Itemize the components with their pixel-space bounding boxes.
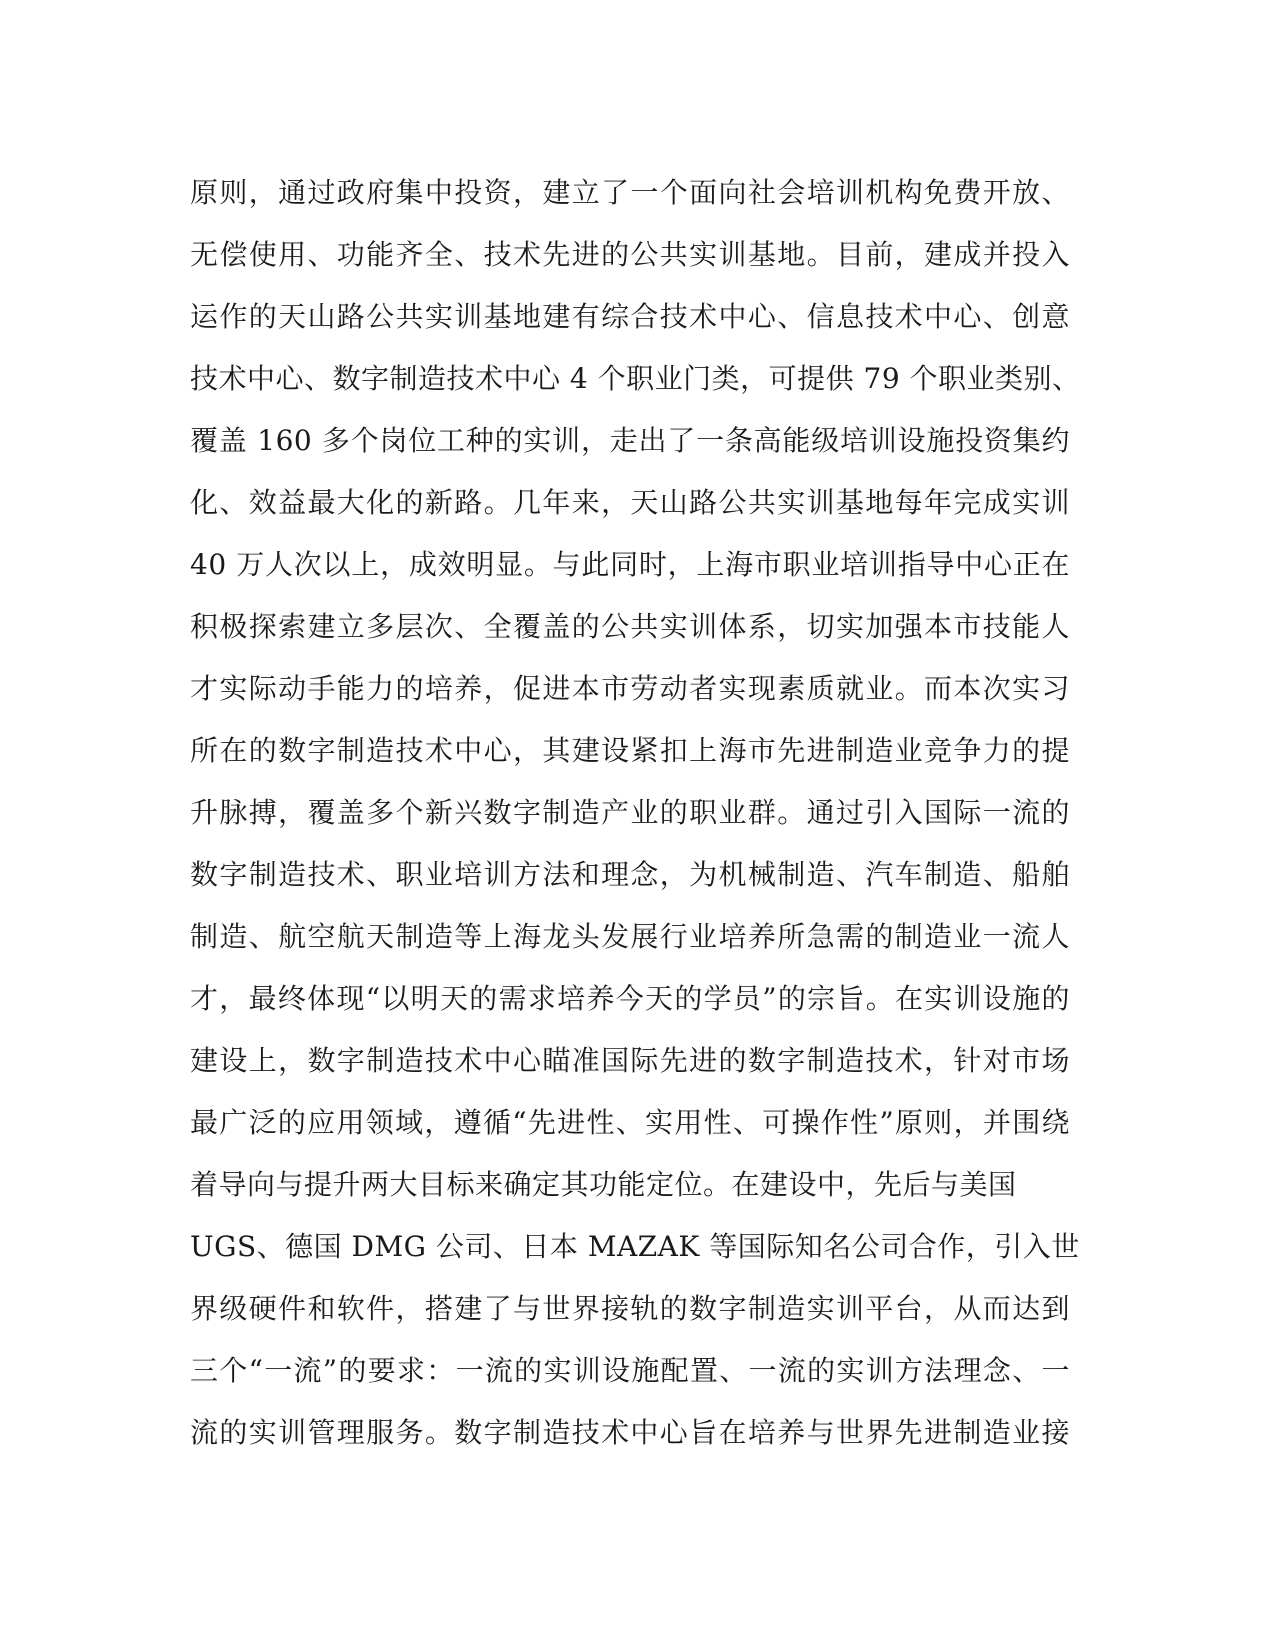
text-line: 才实际动手能力的培养，促进本市劳动者实现素质就业。而本次实习 (190, 672, 1070, 705)
text-line: 原则，通过政府集中投资，建立了一个面向社会培训机构免费开放、 (190, 176, 1070, 209)
text-line: 流的实训管理服务。数字制造技术中心旨在培养与世界先进制造业接 (190, 1416, 1070, 1449)
text-line: 才，最终体现“以明天的需求培养今天的学员”的宗旨。在实训设施的 (190, 982, 1070, 1015)
text-line: 建设上，数字制造技术中心瞄准国际先进的数字制造技术，针对市场 (190, 1044, 1070, 1077)
text-line: 数字制造技术、职业培训方法和理念，为机械制造、汽车制造、船舶 (190, 858, 1070, 891)
text-line: 制造、航空航天制造等上海龙头发展行业培养所急需的制造业一流人 (190, 920, 1070, 953)
text-line: 着导向与提升两大目标来确定其功能定位。在建设中，先后与美国 (190, 1168, 1017, 1201)
text-line: 积极探索建立多层次、全覆盖的公共实训体系，切实加强本市技能人 (190, 610, 1070, 643)
text-line: 最广泛的应用领域，遵循“先进性、实用性、可操作性”原则，并围绕 (190, 1106, 1070, 1139)
text-line: 运作的天山路公共实训基地建有综合技术中心、信息技术中心、创意 (190, 300, 1070, 333)
text-line: 界级硬件和软件，搭建了与世界接轨的数字制造实训平台，从而达到 (190, 1292, 1070, 1325)
body-paragraph (190, 162, 1081, 1464)
text-line: UGS、德国 DMG 公司、日本 MAZAK 等国际知名公司合作，引入世 (190, 1230, 1080, 1263)
text-line: 三个“一流”的要求：一流的实训设施配置、一流的实训方法理念、一 (190, 1354, 1070, 1387)
text-line: 40 万人次以上，成效明显。与此同时，上海市职业培训指导中心正在 (190, 548, 1070, 581)
text-line: 所在的数字制造技术中心，其建设紧扣上海市先进制造业竞争力的提 (190, 734, 1070, 767)
text-line: 化、效益最大化的新路。几年来，天山路公共实训基地每年完成实训 (190, 486, 1070, 519)
text-line: 覆盖 160 多个岗位工种的实训，走出了一条高能级培训设施投资集约 (190, 424, 1070, 457)
text-line: 技术中心、数字制造技术中心 4 个职业门类，可提供 79 个职业类别、 (190, 362, 1081, 395)
text-line: 无偿使用、功能齐全、技术先进的公共实训基地。目前，建成并投入 (190, 238, 1070, 271)
text-line: 升脉搏，覆盖多个新兴数字制造产业的职业群。通过引入国际一流的 (190, 796, 1070, 829)
